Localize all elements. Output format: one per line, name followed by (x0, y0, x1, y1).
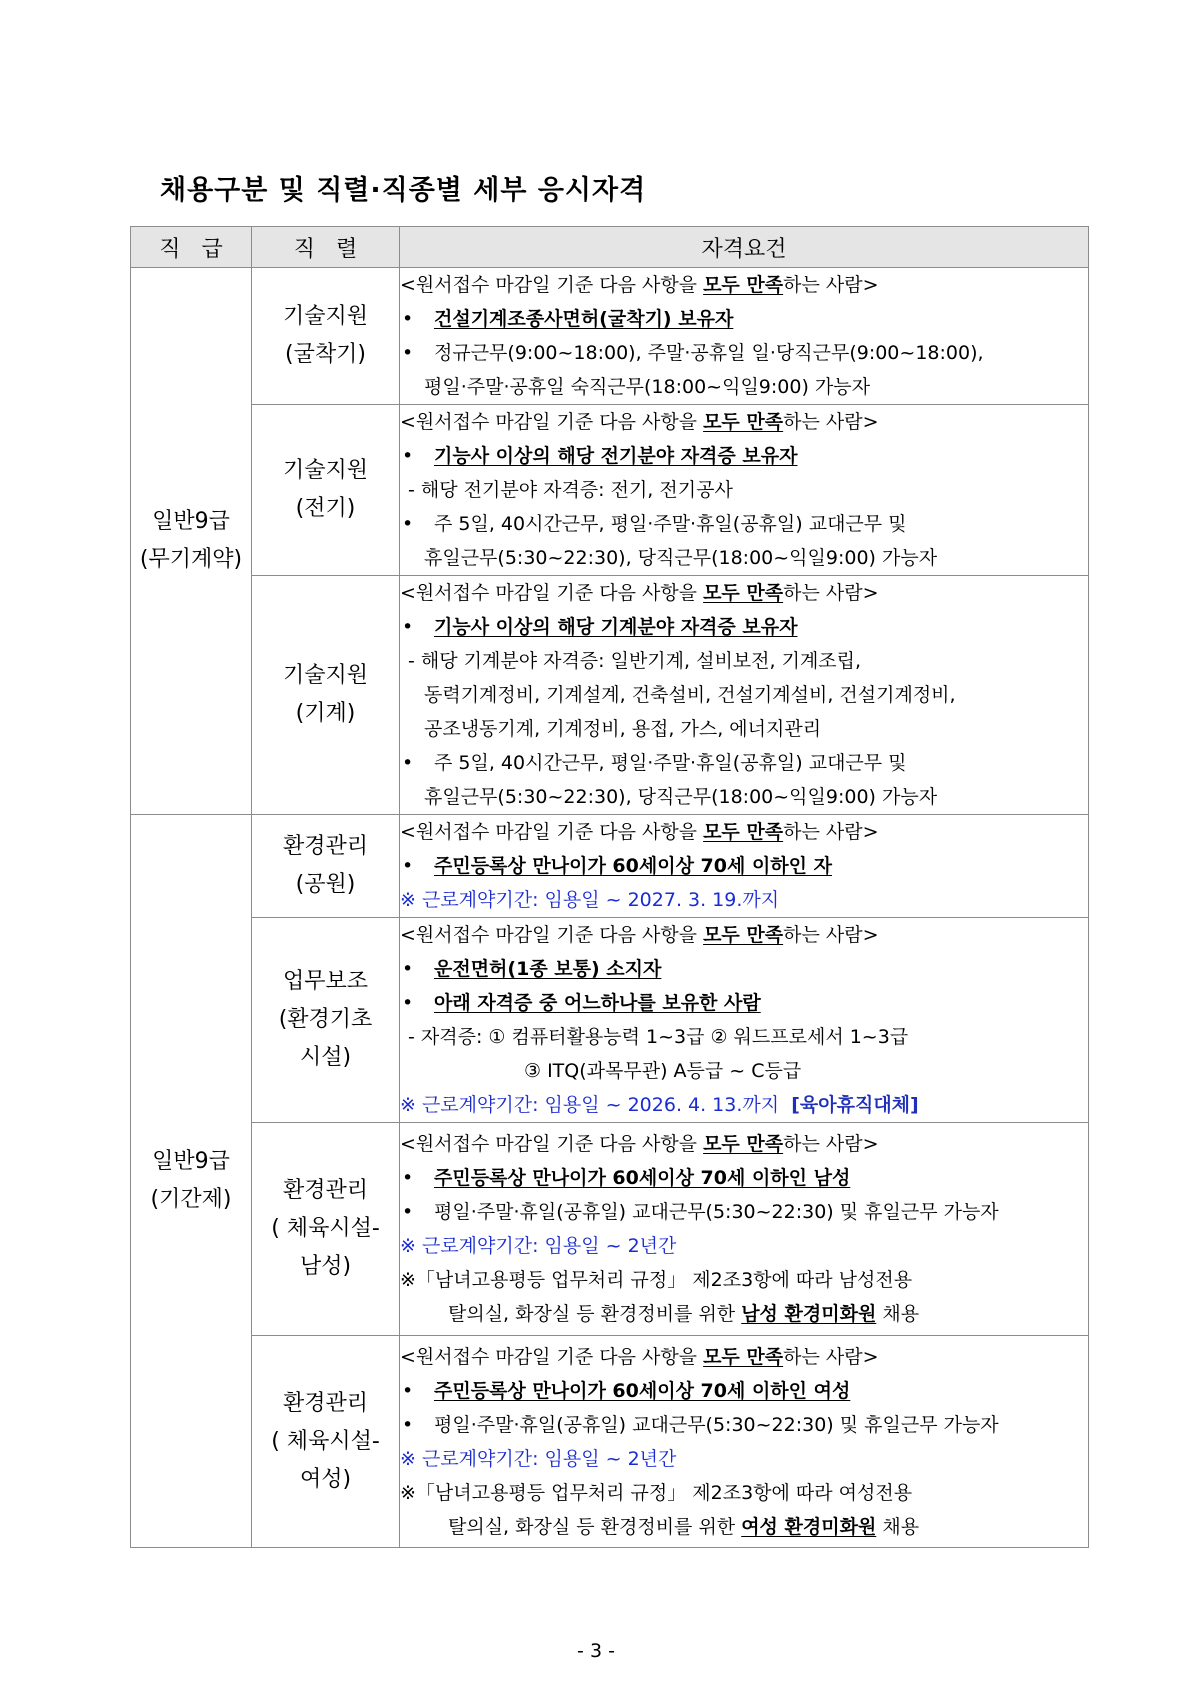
position-label: 기술지원 (282, 304, 368, 329)
requirements-cell (400, 1123, 1089, 1336)
requirement-intro (400, 1340, 1088, 1374)
position-label: ( 체육시설- (271, 1216, 380, 1241)
requirement-intro (400, 405, 1088, 439)
position-cell (252, 1123, 400, 1336)
position-label: 남성) (299, 1254, 352, 1279)
header-position: 직 렬 (252, 227, 400, 268)
requirement-bullet (400, 1408, 1088, 1442)
requirement-note (400, 1510, 1088, 1544)
page-title: 채용구분 및 직렬·직종별 세부 응시자격 (160, 175, 647, 206)
position-label: 업무보조 (282, 969, 368, 994)
note-text: ※ 근로계약기간: 임용일 ~ 2년간 (400, 1235, 677, 1257)
table-row (131, 1123, 1089, 1336)
requirement-intro (400, 1127, 1088, 1161)
bullet-icon: • (402, 616, 414, 638)
bullet-text: 운전면허(1종 보통) 소지자 (434, 958, 662, 980)
requirements-table (130, 226, 1089, 1548)
bullet-text: 평일·주말·휴일(공휴일) 교대근무(5:30~22:30) 및 휴일근무 가능자 (434, 1413, 999, 1436)
emphasis-text: 남성 환경미화원 (741, 1303, 877, 1325)
requirements-cell (400, 576, 1089, 815)
requirement-note (400, 1297, 1088, 1331)
requirement-bullet (400, 507, 1088, 541)
requirement-bullet (400, 849, 1088, 883)
position-label: 기술지원 (282, 458, 368, 483)
requirement-note (400, 1263, 1088, 1297)
continuation-text: 휴일근무(5:30~22:30), 당직근무(18:00~익일9:00) 가능자 (424, 547, 938, 569)
requirements-cell (400, 1336, 1089, 1548)
requirement-detail (400, 644, 1088, 678)
position-cell (252, 918, 400, 1123)
requirement-intro (400, 918, 1088, 952)
requirement-intro (400, 576, 1088, 610)
requirement-intro (400, 815, 1088, 849)
requirement-continuation (400, 780, 1088, 814)
requirement-bullet (400, 610, 1088, 644)
intro-text: 하는 사람> (783, 821, 879, 843)
note-text: ※ 근로계약기간: 임용일 ~ 2026. 4. 13.까지 (400, 1094, 780, 1116)
bullet-text: 주 5일, 40시간근무, 평일·주말·휴일(공휴일) 교대근무 및 (434, 513, 907, 535)
spacer (779, 1094, 791, 1116)
intro-text: 하는 사람> (783, 924, 879, 946)
requirement-bullet (400, 302, 1088, 336)
requirement-bullet (400, 1161, 1088, 1195)
table-row (131, 918, 1089, 1123)
position-label: 환경관리 (282, 1178, 368, 1203)
continuation-text: 공조냉동기계, 기계정비, 용접, 가스, 에너지관리 (424, 718, 822, 740)
bullet-icon: • (402, 1413, 414, 1436)
grade-label: (기간제) (150, 1187, 232, 1212)
bullet-text: 주민등록상 만나이가 60세이상 70세 이하인 여성 (434, 1379, 851, 1402)
requirement-continuation (400, 712, 1088, 746)
position-cell (252, 815, 400, 918)
intro-text: <원서접수 마감일 기준 다음 사항을 (400, 411, 704, 433)
intro-text: 채용 (876, 1515, 920, 1538)
bullet-text: 평일·주말·휴일(공휴일) 교대근무(5:30~22:30) 및 휴일근무 가능자 (434, 1201, 999, 1223)
table-header-row (131, 227, 1089, 268)
header-grade: 직 급 (131, 227, 252, 268)
requirement-bullet (400, 1374, 1088, 1408)
grade-label: (무기계약) (139, 547, 243, 572)
requirement-detail (400, 1054, 1088, 1088)
bullet-icon: • (402, 752, 414, 774)
emphasis-text: 여성 환경미화원 (741, 1515, 877, 1538)
bullet-text: 건설기계조종사면허(굴착기) 보유자 (434, 308, 734, 330)
bullet-text: 아래 자격증 중 어느하나를 보유한 사람 (434, 992, 761, 1014)
intro-text: <원서접수 마감일 기준 다음 사항을 (400, 1345, 704, 1368)
table-row (131, 815, 1089, 918)
emphasis-text: 모두 만족 (703, 1133, 784, 1155)
detail-text: - 해당 기계분야 자격증: 일반기계, 설비보전, 기계조립, (408, 650, 862, 672)
position-label: (환경기초 (278, 1007, 373, 1032)
page-number: - 3 - (577, 1640, 615, 1662)
grade-cell (131, 268, 252, 815)
emphasis-text: 모두 만족 (703, 582, 784, 604)
intro-text: 하는 사람> (783, 1133, 879, 1155)
intro-text: 하는 사람> (783, 411, 879, 433)
table-row (131, 405, 1089, 576)
requirement-bullet (400, 336, 1088, 370)
position-cell (252, 268, 400, 405)
requirement-bullet (400, 439, 1088, 473)
intro-text: 하는 사람> (783, 274, 879, 296)
position-label: 여성) (299, 1466, 352, 1492)
detail-text: - 해당 전기분야 자격증: 전기, 전기공사 (408, 479, 733, 501)
note-tag: [육아휴직대체] (791, 1094, 919, 1116)
continuation-text: 휴일근무(5:30~22:30), 당직근무(18:00~익일9:00) 가능자 (424, 786, 938, 808)
grade-cell (131, 815, 252, 1548)
position-label: 환경관리 (282, 1390, 368, 1416)
requirement-continuation (400, 541, 1088, 575)
bullet-icon: • (402, 958, 414, 980)
position-label: (전기) (295, 496, 356, 521)
grade-label: 일반9급 (152, 1149, 230, 1174)
emphasis-text: 모두 만족 (703, 274, 784, 296)
bullet-icon: • (402, 1379, 414, 1402)
note-text: ※「남녀고용평등 업무처리 규정」 제2조3항에 따라 남성전용 (400, 1269, 913, 1291)
position-cell (252, 405, 400, 576)
requirement-intro (400, 268, 1088, 302)
requirements-cell (400, 815, 1089, 918)
bullet-text: 기능사 이상의 해당 기계분야 자격증 보유자 (434, 616, 798, 638)
requirement-continuation (400, 678, 1088, 712)
continuation-text: 동력기계정비, 기계설계, 건축설비, 건설기계설비, 건설기계정비, (424, 684, 956, 706)
bullet-text: 주민등록상 만나이가 60세이상 70세 이하인 남성 (434, 1167, 851, 1189)
detail-text: ③ ITQ(과목무관) A등급 ~ C등급 (524, 1060, 802, 1082)
position-label: ( 체육시설- (271, 1428, 380, 1454)
position-label: 시설) (299, 1045, 352, 1070)
bullet-text: 주 5일, 40시간근무, 평일·주말·휴일(공휴일) 교대근무 및 (434, 752, 907, 774)
requirement-detail (400, 473, 1088, 507)
requirement-continuation (400, 370, 1088, 404)
intro-text: <원서접수 마감일 기준 다음 사항을 (400, 1133, 704, 1155)
requirement-bullet (400, 986, 1088, 1020)
table-row (131, 268, 1089, 405)
bullet-icon: • (402, 513, 414, 535)
emphasis-text: 모두 만족 (703, 821, 784, 843)
bullet-icon: • (402, 445, 414, 467)
requirement-note (400, 1476, 1088, 1510)
intro-text: <원서접수 마감일 기준 다음 사항을 (400, 924, 704, 946)
position-label: 기술지원 (282, 663, 368, 688)
header-requirements: 자격요건 (400, 227, 1089, 268)
requirements-cell (400, 918, 1089, 1123)
requirements-cell (400, 405, 1089, 576)
note-text: ※「남녀고용평등 업무처리 규정」 제2조3항에 따라 여성전용 (400, 1481, 913, 1504)
table-row (131, 1336, 1089, 1548)
position-label: (공원) (295, 872, 356, 897)
bullet-text: 주민등록상 만나이가 60세이상 70세 이하인 자 (434, 855, 832, 877)
contract-period-note (400, 1442, 1088, 1476)
note-text: ※ 근로계약기간: 임용일 ~ 2년간 (400, 1447, 677, 1470)
bullet-icon: • (402, 992, 414, 1014)
bullet-icon: • (402, 855, 414, 877)
intro-text: <원서접수 마감일 기준 다음 사항을 (400, 274, 704, 296)
bullet-text: 기능사 이상의 해당 전기분야 자격증 보유자 (434, 445, 798, 467)
note-text: ※ 근로계약기간: 임용일 ~ 2027. 3. 19.까지 (400, 889, 780, 911)
bullet-icon: • (402, 1201, 414, 1223)
bullet-text: 정규근무(9:00~18:00), 주말·공휴일 일·당직근무(9:00~18:00), (434, 342, 984, 364)
intro-text: <원서접수 마감일 기준 다음 사항을 (400, 582, 704, 604)
requirements-cell (400, 268, 1089, 405)
emphasis-text: 모두 만족 (703, 411, 784, 433)
position-label: 환경관리 (282, 834, 368, 859)
bullet-icon: • (402, 1167, 414, 1189)
requirement-bullet (400, 1195, 1088, 1229)
requirement-bullet (400, 952, 1088, 986)
position-label: (기계) (295, 701, 356, 726)
intro-text: 탈의실, 화장실 등 환경정비를 위한 (448, 1303, 742, 1325)
grade-label: 일반9급 (152, 509, 230, 534)
intro-text: 하는 사람> (783, 1345, 879, 1368)
requirement-bullet (400, 746, 1088, 780)
table-row (131, 576, 1089, 815)
contract-period-note (400, 1229, 1088, 1263)
intro-text: 하는 사람> (783, 582, 879, 604)
position-label: (굴착기) (285, 342, 366, 367)
emphasis-text: 모두 만족 (703, 924, 784, 946)
position-cell (252, 1336, 400, 1548)
intro-text: 채용 (876, 1303, 920, 1325)
continuation-text: 평일·주말·공휴일 숙직근무(18:00~익일9:00) 가능자 (424, 376, 870, 398)
emphasis-text: 모두 만족 (703, 1345, 784, 1368)
position-cell (252, 576, 400, 815)
intro-text: <원서접수 마감일 기준 다음 사항을 (400, 821, 704, 843)
contract-period-note (400, 1088, 1088, 1122)
contract-period-note (400, 883, 1088, 917)
requirement-detail (400, 1020, 1088, 1054)
bullet-icon: • (402, 308, 414, 330)
intro-text: 탈의실, 화장실 등 환경정비를 위한 (448, 1515, 742, 1538)
bullet-icon: • (402, 342, 414, 364)
detail-text: - 자격증: ① 컴퓨터활용능력 1~3급 ② 워드프로세서 1~3급 (408, 1026, 909, 1048)
